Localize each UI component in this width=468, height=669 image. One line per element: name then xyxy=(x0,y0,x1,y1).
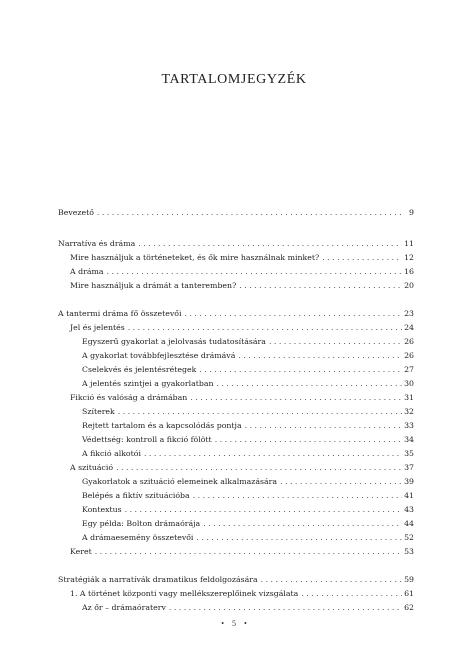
toc-entry-page: 27 xyxy=(404,365,414,374)
toc-entry-page: 33 xyxy=(404,421,414,430)
toc-entry-label: Az őr – drámaóraterv xyxy=(82,603,166,612)
toc-entry-page: 26 xyxy=(404,351,414,360)
toc-entry xyxy=(70,266,414,278)
toc-entry-page: 44 xyxy=(404,519,414,528)
dot-leader xyxy=(107,266,402,278)
toc-entry-label: Gyakorlatok a szituáció elemeinek alkalmazására xyxy=(82,477,278,486)
dot-leader xyxy=(95,546,402,558)
toc-entry xyxy=(58,574,414,586)
dot-leader xyxy=(215,434,402,446)
dot-leader xyxy=(280,476,402,488)
toc-entry xyxy=(70,322,414,334)
toc-entry xyxy=(58,238,414,250)
toc-entry-label: Narratíva és dráma xyxy=(58,239,136,248)
toc-entry xyxy=(70,462,414,474)
toc-entry-page: 30 xyxy=(404,379,414,388)
toc-entry-page: 61 xyxy=(404,589,414,598)
footer-ornament: • xyxy=(221,619,224,628)
toc-entry-label: Mire használjuk a történeteket, és ők mire használnak minket? xyxy=(70,253,320,262)
toc-entry xyxy=(82,490,414,502)
toc-entry-page: 39 xyxy=(404,477,414,486)
footer-ornament: • xyxy=(244,619,247,628)
toc-entry xyxy=(58,207,414,219)
toc-entry xyxy=(82,364,414,376)
toc-entry-label: 1. A történet központi vagy mellékszereplőinek vizsgálata xyxy=(70,589,299,598)
toc-entry-page: 26 xyxy=(404,337,414,346)
dot-leader xyxy=(239,280,402,292)
toc-entry-label: Kontextus xyxy=(82,505,122,514)
toc-entry xyxy=(70,588,414,600)
toc-entry xyxy=(58,308,414,320)
dot-leader xyxy=(203,518,402,530)
toc-entry-page: 59 xyxy=(404,575,414,584)
toc-entry-label: Egy példa: Bolton drámaórája xyxy=(82,519,201,528)
toc-entry-page: 12 xyxy=(404,253,414,262)
toc-entry xyxy=(82,420,414,432)
dot-leader xyxy=(245,420,402,432)
toc-entry-page: 11 xyxy=(404,239,414,248)
toc-entry-label: A szituáció xyxy=(70,463,114,472)
toc-entry-page: 43 xyxy=(404,505,414,514)
toc-entry-label: A dráma xyxy=(70,267,104,276)
toc-entry-page: 53 xyxy=(404,547,414,556)
dot-leader xyxy=(125,504,402,516)
dot-leader xyxy=(217,378,402,390)
toc-entry xyxy=(82,350,414,362)
toc-entry xyxy=(82,602,414,614)
toc-entry-label: Jel és jelentés xyxy=(70,323,125,332)
dot-leader xyxy=(261,574,402,586)
toc-entry-page: 37 xyxy=(404,463,414,472)
toc-entry-label: Egyszerű gyakorlat a jelolvasás tudatosítására xyxy=(82,337,266,346)
toc-entry xyxy=(82,406,414,418)
toc-entry-label: Belépés a fiktív szituációba xyxy=(82,491,190,500)
toc-entry-label: Védettség: kontroll a fikció fölött xyxy=(82,435,212,444)
toc-entry xyxy=(82,448,414,460)
dot-leader xyxy=(301,588,402,600)
toc-entry-label: A jelentés szintjei a gyakorlatban xyxy=(82,379,214,388)
toc-entry-page: 41 xyxy=(404,491,414,500)
toc-entry-label: Mire használjuk a drámát a tanteremben? xyxy=(70,281,237,290)
toc-entry-page: 16 xyxy=(404,267,414,276)
toc-entry-page: 35 xyxy=(404,449,414,458)
toc-entry xyxy=(82,378,414,390)
toc-entry-label: A tantermi dráma fő összetevői xyxy=(58,309,182,318)
toc-entry-label: Keret xyxy=(70,547,92,556)
dot-leader xyxy=(118,406,402,418)
toc-entry xyxy=(82,434,414,446)
toc-entry-label: A gyakorlat továbbfejlesztése drámává xyxy=(82,351,236,360)
toc-entry-label: Bevezető xyxy=(58,208,94,217)
toc-entry-label: Stratégiák a narratívák dramatikus feldolgozására xyxy=(58,575,258,584)
toc-entry xyxy=(70,252,414,264)
toc-entry xyxy=(70,392,414,404)
toc-entry-page: 24 xyxy=(404,323,414,332)
toc-entry xyxy=(82,532,414,544)
toc-entry-label: A drámaesemény összetevői xyxy=(82,533,194,542)
dot-leader xyxy=(199,364,402,376)
dot-leader xyxy=(238,350,402,362)
dot-leader xyxy=(269,336,402,348)
dot-leader xyxy=(116,462,402,474)
toc-entry-page: 32 xyxy=(404,407,414,416)
toc-entry xyxy=(70,546,414,558)
dot-leader xyxy=(193,490,402,502)
toc-entry xyxy=(70,280,414,292)
dot-leader xyxy=(97,207,402,219)
dot-leader xyxy=(144,448,402,460)
dot-leader xyxy=(169,602,402,614)
dot-leader xyxy=(184,308,402,320)
toc-entry-label: Fikció és valóság a drámában xyxy=(70,393,188,402)
toc-entry-label: Szíterek xyxy=(82,407,115,416)
page-footer xyxy=(0,619,468,628)
dot-leader xyxy=(190,392,402,404)
toc-entry xyxy=(82,476,414,488)
dot-leader xyxy=(196,532,402,544)
toc-entry-page: 20 xyxy=(404,281,414,290)
toc-entry xyxy=(82,504,414,516)
page-title: TARTALOMJEGYZÉK xyxy=(161,72,307,87)
dot-leader xyxy=(128,322,402,334)
toc-entry-page: 9 xyxy=(409,208,414,217)
toc-entry xyxy=(82,336,414,348)
toc-entry-page: 23 xyxy=(404,309,414,318)
page-number: 5 xyxy=(232,619,236,628)
toc-entry-page: 62 xyxy=(404,603,414,612)
toc-entry-label: A fikció alkotói xyxy=(82,449,141,458)
dot-leader xyxy=(138,238,402,250)
toc-entry xyxy=(82,518,414,530)
toc-entry-page: 34 xyxy=(404,435,414,444)
toc-entry-page: 52 xyxy=(404,533,414,542)
toc-entry-label: Rejtett tartalom és a kapcsolódás pontja xyxy=(82,421,242,430)
dot-leader xyxy=(322,252,402,264)
toc-entry-label: Cselekvés és jelentésrétegek xyxy=(82,365,197,374)
toc-entry-page: 31 xyxy=(404,393,414,402)
